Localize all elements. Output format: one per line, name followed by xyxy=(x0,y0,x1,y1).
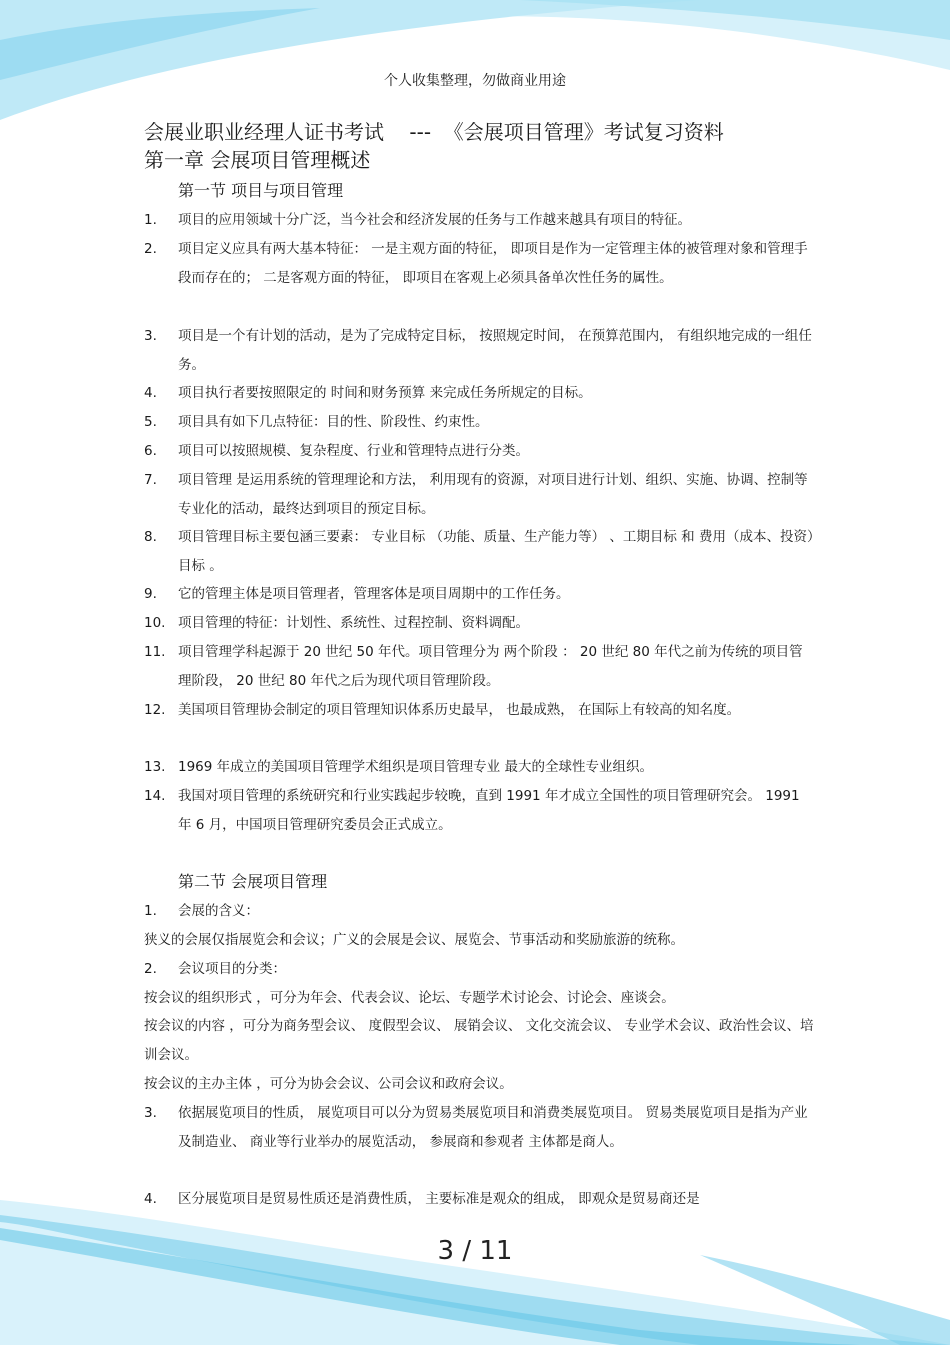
item-number: 14. xyxy=(144,788,166,804)
item-number: 2. xyxy=(144,961,157,977)
section-heading: 第一节 项目与项目管理 xyxy=(178,181,344,200)
item-text: 项目执行者要按照限定的 时间和财务预算 来完成任务所规定的目标。 xyxy=(178,385,592,401)
page-number: 3 / 11 xyxy=(437,1236,513,1266)
item-text: 项目可以按照规模、复杂程度、行业和管理特点进行分类。 xyxy=(178,443,529,459)
item-number: 11. xyxy=(144,644,166,660)
list-item xyxy=(144,235,814,293)
list-item xyxy=(144,523,814,581)
list-item xyxy=(144,782,814,840)
list-item xyxy=(144,322,814,380)
item-number: 4. xyxy=(144,385,157,401)
paragraph: 按会议的组织形式 ，可分为年会、代表会议、论坛、专题学术讨论会、讨论会、座谈会。 xyxy=(144,990,675,1006)
paragraph: 狭义的会展仅指展览会和会议；广义的会展是会议、展览会、节事活动和奖励旅游的统称。 xyxy=(144,932,684,948)
item-text: 项目的应用领域十分广泛，当今社会和经济发展的任务与工作越来越具有项目的特征。 xyxy=(178,212,691,228)
item-text: 项目定义应具有两大基本特征： 一是主观方面的特征， 即项目是作为一定管理主体的被管理对象和管理手段而存在的； 二是客观方面的特征， 即项目在客观上必须具备单次性任务的属性。 xyxy=(178,241,808,286)
item-text: 项目管理目标主要包涵三要素： 专业目标 （功能、质量、生产能力等） 、工期目标 和 费用（成本、投资）目标 。 xyxy=(178,529,814,574)
list-item xyxy=(144,379,814,408)
item-text: 项目具有如下几点特征：目的性、阶段性、约束性。 xyxy=(178,414,489,430)
item-text: 会议项目的分类： xyxy=(178,961,286,977)
list-item xyxy=(144,1099,814,1157)
list-item xyxy=(144,955,814,984)
item-number: 13. xyxy=(144,759,166,775)
item-number: 4. xyxy=(144,1191,157,1207)
item-number: 1. xyxy=(144,903,157,919)
item-number: 6. xyxy=(144,443,157,459)
section-heading: 第二节 会展项目管理 xyxy=(178,872,328,891)
list-item xyxy=(144,696,814,725)
item-text: 1969 年成立的美国项目管理学术组织是项目管理专业 最大的全球性专业组织。 xyxy=(178,759,653,775)
list-item xyxy=(144,638,814,696)
item-number: 3. xyxy=(144,328,157,344)
list-item xyxy=(144,408,814,437)
list-item xyxy=(144,609,814,638)
chapter-title: 第一章 会展项目管理概述 xyxy=(144,148,371,172)
list-item xyxy=(144,580,814,609)
list-item xyxy=(144,1185,814,1214)
item-number: 2. xyxy=(144,241,157,257)
item-text: 它的管理主体是项目管理者，管理客体是项目周期中的工作任务。 xyxy=(178,586,570,602)
item-text: 项目管理 是运用系统的管理理论和方法， 利用现有的资源，对项目进行计划、组织、实施、协调、控制等专业化的活动，最终达到项目的预定目标。 xyxy=(178,472,808,517)
item-text: 项目管理学科起源于 20 世纪 50 年代。项目管理分为 两个阶段 ： 20 世纪 80 年代之前为传统的项目管理阶段， 20 世纪 80 年代之后为现代项目管理阶段。 xyxy=(178,644,803,689)
list-item xyxy=(144,897,814,926)
header-note: 个人收集整理，勿做商业用途 xyxy=(384,73,566,89)
item-text: 区分展览项目是贸易性质还是消费性质， 主要标准是观众的组成， 即观众是贸易商还是 xyxy=(178,1191,700,1207)
paragraph: 按会议的主办主体 ，可分为协会会议、公司会议和政府会议。 xyxy=(144,1076,513,1092)
item-number: 8. xyxy=(144,529,157,545)
item-text: 美国项目管理协会制定的项目管理知识体系历史最早， 也最成熟， 在国际上有较高的知名度。 xyxy=(178,702,741,718)
item-number: 7. xyxy=(144,472,157,488)
item-number: 5. xyxy=(144,414,157,430)
list-item xyxy=(144,206,814,235)
item-number: 10. xyxy=(144,615,166,631)
item-number: 9. xyxy=(144,586,157,602)
item-text: 项目管理的特征：计划性、系统性、过程控制、资料调配。 xyxy=(178,615,529,631)
item-number: 3. xyxy=(144,1105,157,1121)
list-item xyxy=(144,466,814,524)
item-text: 依据展览项目的性质， 展览项目可以分为贸易类展览项目和消费类展览项目。 贸易类展览项目是指为产业及制造业、 商业等行业举办的展览活动， 参展商和参观者 主体都是商人。 xyxy=(178,1105,808,1150)
item-text: 项目是一个有计划的活动，是为了完成特定目标， 按照规定时间， 在预算范围内， 有组织地完成的一组任务。 xyxy=(178,328,812,373)
item-number: 1. xyxy=(144,212,157,228)
document-title: 会展业职业经理人证书考试 --- 《会展项目管理》考试复习资料 xyxy=(144,120,724,144)
list-item xyxy=(144,437,814,466)
item-text: 我国对项目管理的系统研究和行业实践起步较晚，直到 1991 年才成立全国性的项目管理研究会。 1991 年 6 月，中国项目管理研究委员会正式成立。 xyxy=(178,788,800,833)
item-number: 12. xyxy=(144,702,166,718)
list-item xyxy=(144,753,814,782)
paragraph: 按会议的内容 ，可分为商务型会议、 度假型会议、 展销会议、 文化交流会议、 专业学术会议、政治性会议、培训会议。 xyxy=(144,1018,814,1063)
item-text: 会展的含义： xyxy=(178,903,259,919)
